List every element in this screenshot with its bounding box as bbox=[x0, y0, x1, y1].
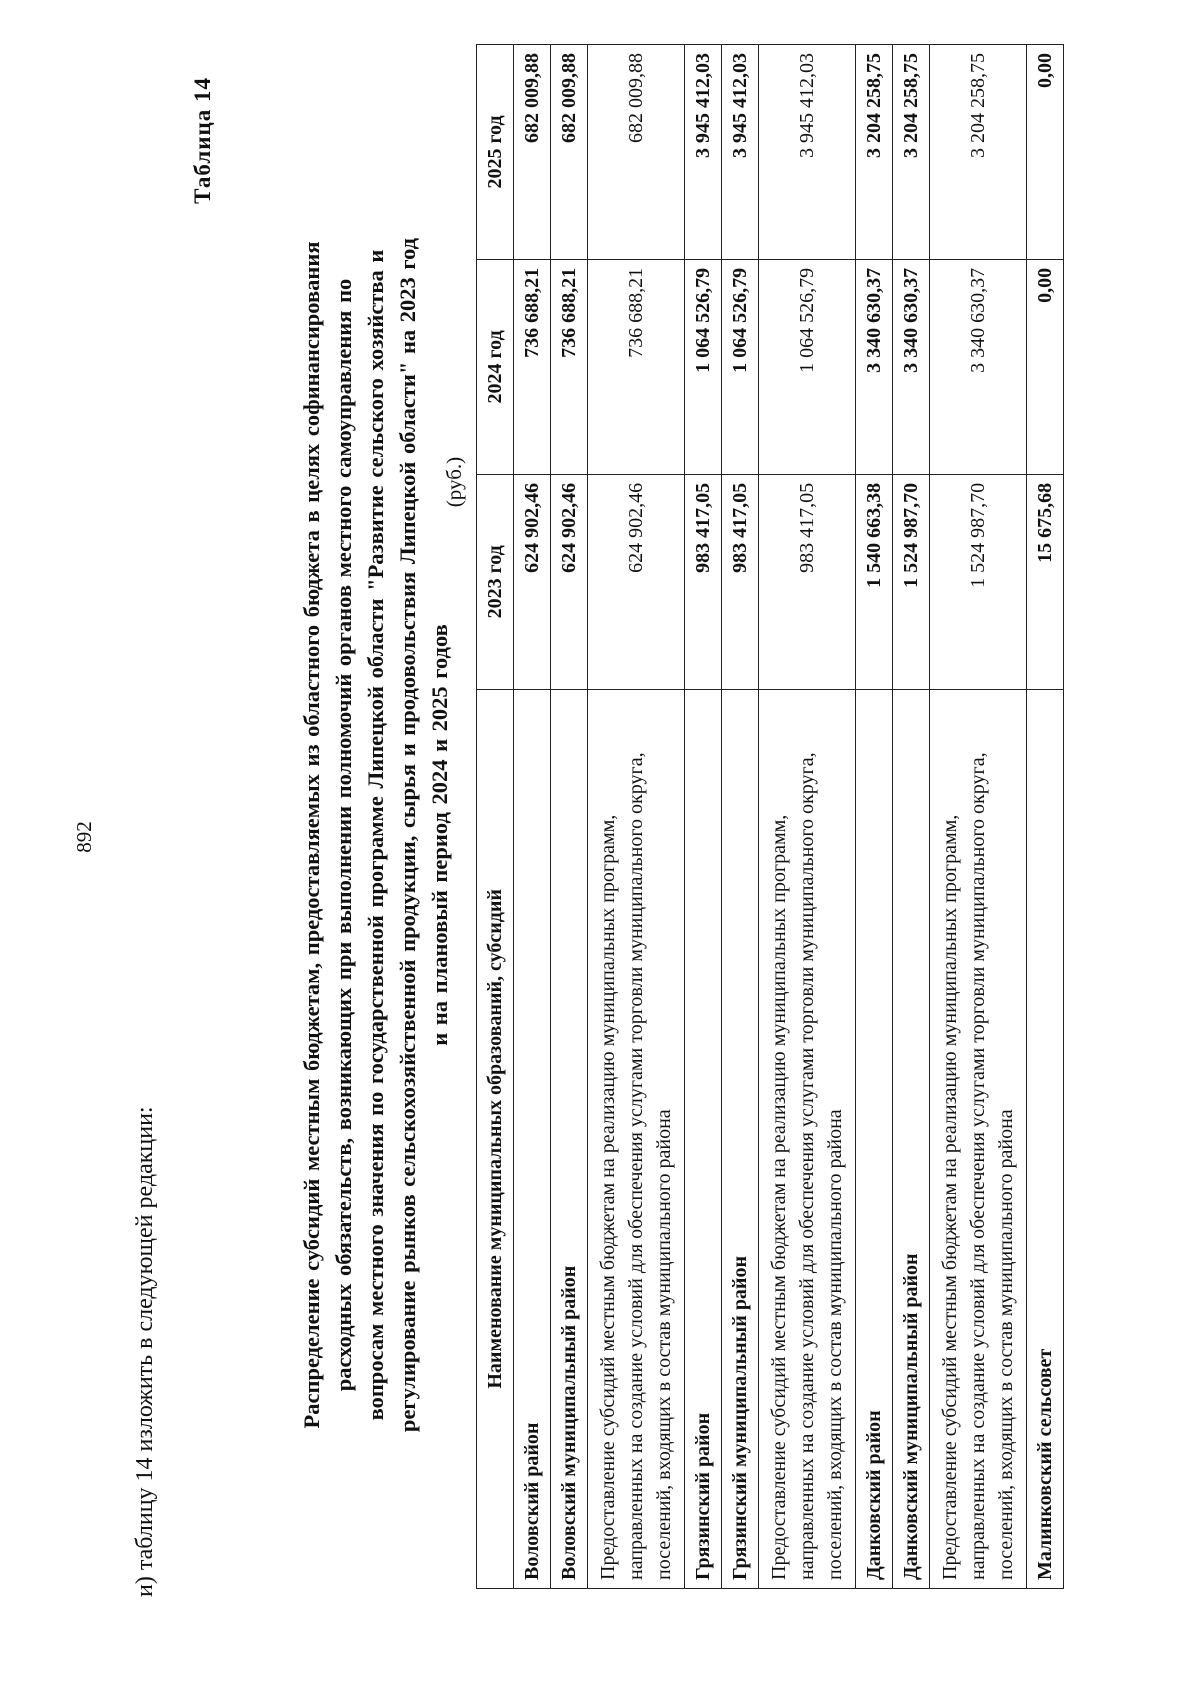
table-row bbox=[588, 45, 685, 1589]
row-2024-cell: 736 688,21 bbox=[514, 259, 551, 474]
row-2024-cell: 1 064 526,79 bbox=[685, 259, 722, 474]
row-2025-cell: 3 204 258,75 bbox=[930, 45, 1027, 260]
row-2023-cell: 983 417,05 bbox=[722, 474, 759, 689]
subsidy-table bbox=[476, 44, 1064, 1589]
document-title bbox=[296, 85, 456, 1585]
units-label: (руб.) bbox=[442, 456, 466, 508]
row-name-cell: Данковский муниципальный район bbox=[893, 689, 930, 1588]
header-2024: 2024 год bbox=[477, 259, 514, 474]
title-line: расходных обязательств, возникающих при выполнении полномочий органов местного самоуправления по bbox=[331, 278, 356, 1392]
title-line: регулирование рынков сельскохозяйственной продукции, сырья и продовольствия Липецкой области" на 2023 год bbox=[395, 237, 420, 1433]
row-2023-cell: 624 902,46 bbox=[588, 474, 685, 689]
row-2023-cell: 1 540 663,38 bbox=[856, 474, 893, 689]
row-name-cell: Воловский муниципальный район bbox=[551, 689, 588, 1588]
row-2025-cell: 682 009,88 bbox=[514, 45, 551, 260]
row-2025-cell: 3 945 412,03 bbox=[685, 45, 722, 260]
table-label: Таблица 14 bbox=[190, 77, 215, 204]
header-name: Наименование муниципальных образований, субсидий bbox=[477, 689, 514, 1588]
row-2024-cell: 3 340 630,37 bbox=[856, 259, 893, 474]
table-header-row bbox=[477, 45, 514, 1589]
table-row bbox=[514, 45, 551, 1589]
row-2023-cell: 1 524 987,70 bbox=[930, 474, 1027, 689]
row-name-cell: Предоставление субсидий местным бюджетам на реализацию муниципальных программ, направленных на создание условий для обеспечения услугами торговли муниципального округа, поселений, входящих в состав муниципального района bbox=[759, 689, 856, 1588]
row-2024-cell: 736 688,21 bbox=[588, 259, 685, 474]
row-name-cell: Малинковский сельсовет bbox=[1027, 689, 1064, 1588]
row-name-cell: Предоставление субсидий местным бюджетам на реализацию муниципальных программ, направленных на создание условий для обеспечения услугами торговли муниципального округа, поселений, входящих в состав муниципального района bbox=[930, 689, 1027, 1588]
row-name-cell: Воловский район bbox=[514, 689, 551, 1588]
title-line: и на плановый период 2024 и 2025 годов bbox=[427, 624, 452, 1046]
title-line: Распределение субсидий местным бюджетам, предоставляемых из областного бюджета в целях софинансирования bbox=[299, 241, 324, 1429]
row-2024-cell: 1 064 526,79 bbox=[759, 259, 856, 474]
table-row bbox=[930, 45, 1027, 1589]
row-2023-cell: 624 902,46 bbox=[514, 474, 551, 689]
page-number: 892 bbox=[72, 821, 96, 853]
table-row bbox=[856, 45, 893, 1589]
row-name-cell: Данковский район bbox=[856, 689, 893, 1588]
row-2024-cell: 0,00 bbox=[1027, 259, 1064, 474]
table-row bbox=[551, 45, 588, 1589]
row-2024-cell: 736 688,21 bbox=[551, 259, 588, 474]
row-2024-cell: 1 064 526,79 bbox=[722, 259, 759, 474]
row-2023-cell: 983 417,05 bbox=[685, 474, 722, 689]
intro-text: и) таблицу 14 изложить в следующей редакции: bbox=[132, 1106, 158, 1597]
table-body bbox=[514, 45, 1064, 1589]
table-row bbox=[1027, 45, 1064, 1589]
header-2023: 2023 год bbox=[477, 474, 514, 689]
row-2023-cell: 624 902,46 bbox=[551, 474, 588, 689]
table-row bbox=[722, 45, 759, 1589]
header-2025: 2025 год bbox=[477, 45, 514, 260]
row-name-cell: Грязинский район bbox=[685, 689, 722, 1588]
row-2024-cell: 3 340 630,37 bbox=[930, 259, 1027, 474]
row-2023-cell: 15 675,68 bbox=[1027, 474, 1064, 689]
title-line: вопросам местного значения по государственной программе Липецкой области "Развитие сельского хозяйства и bbox=[363, 249, 388, 1421]
row-name-cell: Предоставление субсидий местным бюджетам на реализацию муниципальных программ, направленных на создание условий для обеспечения услугами торговли муниципального округа, поселений, входящих в состав муниципального района bbox=[588, 689, 685, 1588]
row-2024-cell: 3 340 630,37 bbox=[893, 259, 930, 474]
row-2023-cell: 983 417,05 bbox=[759, 474, 856, 689]
row-2023-cell: 1 524 987,70 bbox=[893, 474, 930, 689]
row-name-cell: Грязинский муниципальный район bbox=[722, 689, 759, 1588]
row-2025-cell: 3 204 258,75 bbox=[893, 45, 930, 260]
table-row bbox=[759, 45, 856, 1589]
row-2025-cell: 682 009,88 bbox=[588, 45, 685, 260]
row-2025-cell: 0,00 bbox=[1027, 45, 1064, 260]
row-2025-cell: 3 204 258,75 bbox=[856, 45, 893, 260]
table-row bbox=[685, 45, 722, 1589]
row-2025-cell: 3 945 412,03 bbox=[759, 45, 856, 260]
row-2025-cell: 682 009,88 bbox=[551, 45, 588, 260]
table-row bbox=[893, 45, 930, 1589]
row-2025-cell: 3 945 412,03 bbox=[722, 45, 759, 260]
